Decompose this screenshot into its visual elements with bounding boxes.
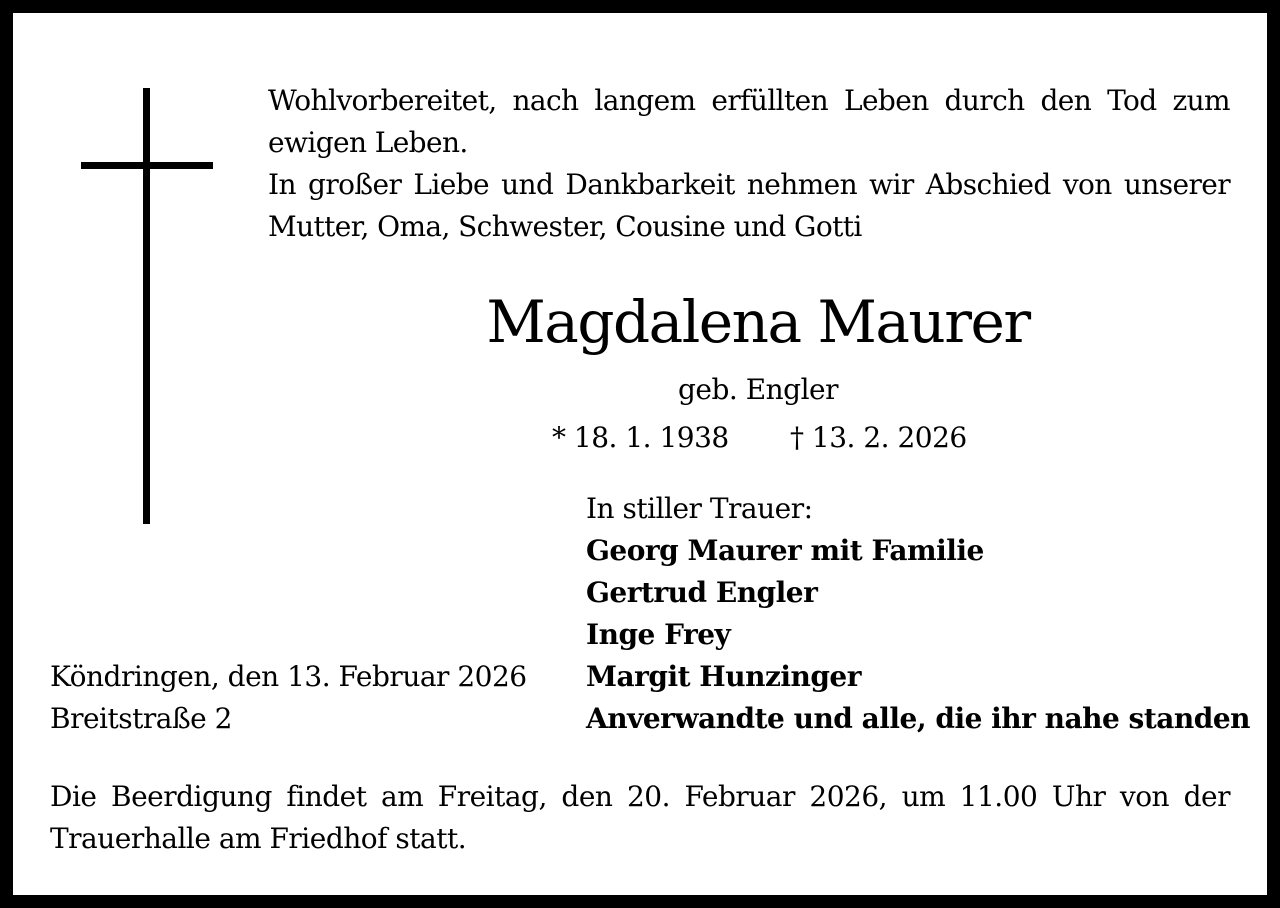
mourner-name: Inge Frey bbox=[586, 618, 731, 651]
death-date: † 13. 2. 2026 bbox=[790, 421, 967, 454]
birth-date: * 18. 1. 1938 bbox=[552, 421, 729, 454]
deceased-name: Magdalena Maurer bbox=[486, 288, 1030, 356]
mourner-name: Georg Maurer mit Familie bbox=[586, 534, 984, 567]
mourner-name: Anverwandte und alle, die ihr nahe standen bbox=[586, 702, 1251, 735]
mourners-heading: In stiller Trauer: bbox=[586, 492, 813, 525]
address: Breitstraße 2 bbox=[50, 702, 232, 735]
cross-icon bbox=[143, 88, 150, 524]
intro-text bbox=[268, 80, 1230, 248]
mourner-name: Gertrud Engler bbox=[586, 576, 818, 609]
intro-line-1: Wohlvorbereitet, nach langem erfüllten Leben durch den Tod zum ewigen Leben. bbox=[268, 84, 1230, 159]
cross-icon-bar bbox=[81, 162, 213, 169]
mourner-name: Margit Hunzinger bbox=[586, 660, 861, 693]
mourners-list bbox=[586, 488, 1251, 740]
location-date: Köndringen, den 13. Februar 2026 bbox=[50, 660, 527, 693]
funeral-notice: Die Beerdigung findet am Freitag, den 20. Februar 2026, um 11.00 Uhr von der Trauerhalle am Friedhof statt. bbox=[50, 780, 1230, 855]
intro-line-2: In großer Liebe und Dankbarkeit nehmen wir Abschied von unserer Mutter, Oma, Schwester, Cousine und Gotti bbox=[268, 168, 1230, 243]
place-block bbox=[50, 656, 550, 740]
maiden-name: geb. Engler bbox=[677, 373, 839, 406]
